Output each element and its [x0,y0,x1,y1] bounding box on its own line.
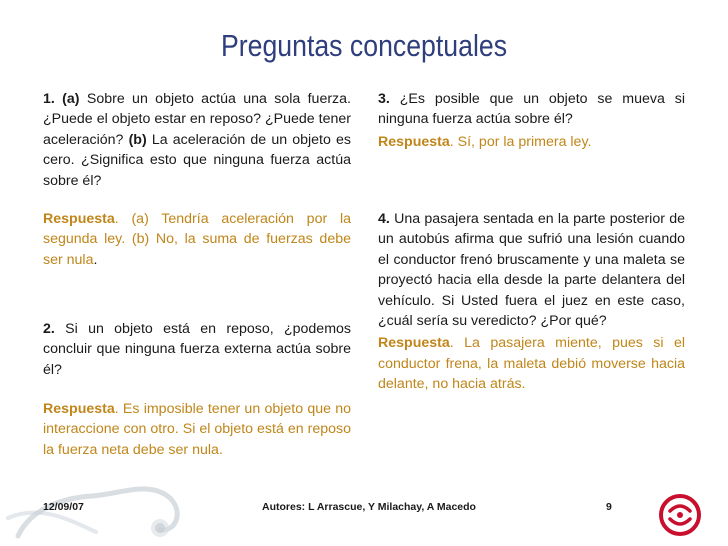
footer-page-number: 9 [606,501,612,513]
question-4-block [378,209,685,395]
answer-2-block [43,399,351,460]
page-title: Preguntas conceptuales [220,28,508,63]
question-1-number: 1. (a) [43,91,80,107]
university-logo-icon [658,493,702,537]
question-2: 2. Si un objeto está en reposo, ¿podemos concluir que ninguna fuerza externa actúa sobre él? [43,321,351,378]
question-3-block [378,89,685,152]
answer-1-block [43,209,351,270]
footer-date: 12/09/07 [43,501,84,513]
answer-2: Respuesta. Es imposible tener un objeto que no interaccione con otro. Si el objeto está en reposo la fuerza neta debe ser nula. [43,401,351,458]
question-4-number: 4. [378,211,390,227]
question-3: 3. ¿Es posible que un objeto se mueva si ninguna fuerza actúa sobre él? [378,91,685,128]
question-2-block [43,319,351,380]
question-3-number: 3. [378,91,390,107]
question-4: 4. Una pasajera sentada en la parte posterior de un autobús afirma que sufrió una lesión cuando el conductor frenó bruscamente y una maleta se proyectó hacia ella desde la parte delantera del vehículo. Si Usted fuera el juez en este caso, ¿cuál sería su veredicto? ¿Por qué? [378,211,685,330]
question-1-block [43,89,351,191]
footer-authors: Autores: L Arrascue, Y Milachay, A Macedo [262,501,476,513]
answer-4: Respuesta. La pasajera miente, pues si el conductor frena, la maleta debió moverse hacia delante, no hacia atrás. [378,335,685,393]
question-2-number: 2. [43,321,55,337]
answer-3: Respuesta. Sí, por la primera ley. [378,133,592,150]
question-1: 1. (a) Sobre un objeto actúa una sola fuerza. ¿Puede el objeto estar en reposo? ¿Puede tener aceleración? (b) La aceleración de un objeto es cero. ¿Significa esto que ninguna fuerza actúa sobre él? [43,91,351,189]
answer-1: Respuesta. (a) Tendría aceleración por la segunda ley. (b) No, la suma de fuerzas debe ser nula. [43,211,351,268]
